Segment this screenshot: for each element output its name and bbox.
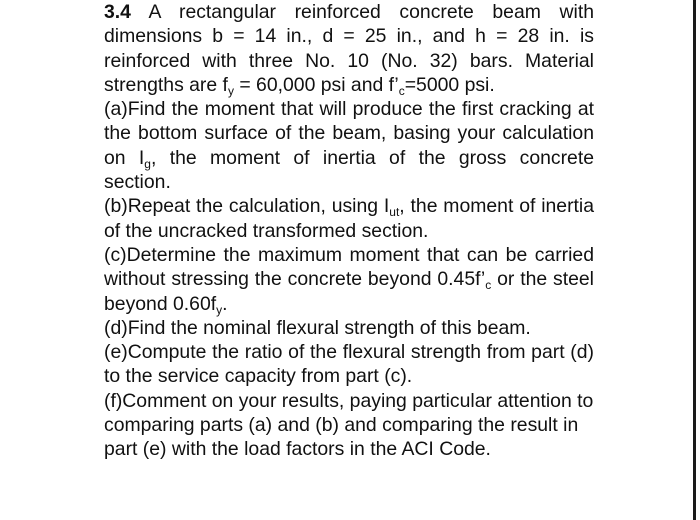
- part-a: (a)Find the moment that will produce the first cracking at the bottom surface of the beam, basing your calculation on $I_g$, the moment of inertia of the gross concrete section.: [104, 98, 594, 194]
- problem-text: [104, 0, 594, 462]
- part-b: (b)Repeat the calculation, using $I_{ut}$, the moment of inertia of the uncracked transformed section.: [104, 195, 595, 242]
- page-edge-line: [693, 0, 696, 520]
- part-e: (e)Compute the ratio of the flexural strength from part (d) to the service capacity from part (c).: [104, 341, 594, 388]
- part-d: (d)Find the nominal flexural strength of this beam.: [104, 316, 531, 339]
- part-f: (f)Comment on your results, paying particular attention to comparing parts (a) and (b) and comparing the result in part (e) with the load factors in the ACI Code.: [104, 389, 594, 461]
- part-c: (c)Determine the maximum moment that can be carried without stressing the concrete beyond $0.45f’_c$ or the steel beyond $0.60f_y$.: [104, 243, 594, 317]
- problem-number: 3.4: [104, 1, 131, 23]
- problem-intro: 3.4 A rectangular reinforced concrete beam with dimensions b = 14 in., d = 25 in., and h = 28 in. is reinforced with three No. 10 (No. 32) bars. Material strengths are $f_y = 60,000$ psi and $f’_c=5000$ psi.: [104, 1, 594, 98]
